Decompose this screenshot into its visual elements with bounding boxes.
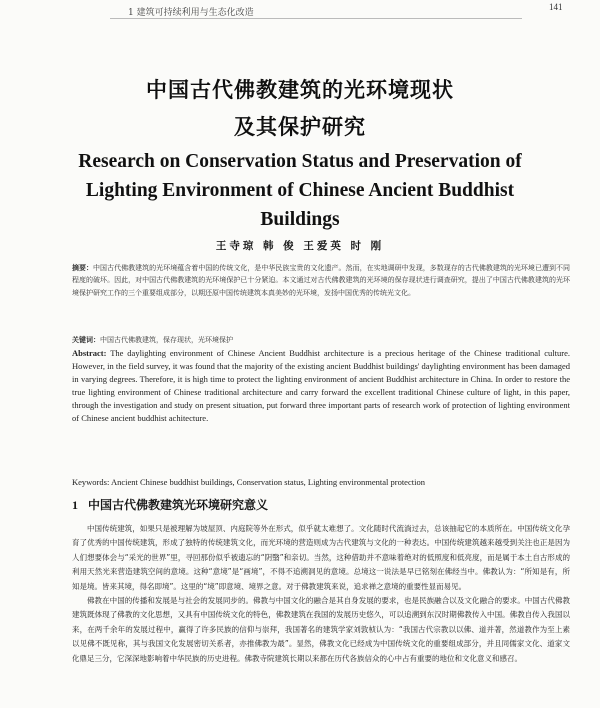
section-body — [72, 522, 570, 666]
section-title: 中国古代佛教建筑光环境研究意义 — [88, 498, 269, 512]
keywords-chinese — [72, 335, 570, 345]
abstract-chinese-text: 中国古代佛教建筑的光环境蕴含着中国的传统文化，是中华民族宝贵的文化遗产。然而，在实地调研中发现，多数现存的古代佛教建筑的光环境已遭到不同程度的破坏。因此，对中国古代佛教建筑的光环境保护已十分紧迫。本文通过对古代佛教建筑的光环境的保存现状进行调查研究，提出了中国古代佛教建筑的光环境保护研究工作的三个重要组成部分，以期还原中国传统建筑本真美妙的光环境，发扬中国优秀的传统光文化。 — [72, 264, 571, 297]
keywords-english-label: Keywords: — [72, 477, 110, 487]
english-title-line-1: Research on Conservation Status and Preservation of — [78, 151, 522, 172]
running-header — [110, 4, 522, 19]
english-title-line-3: Buildings — [260, 209, 340, 230]
english-title-line-2: Lighting Environment of Chinese Ancient Buddhist — [85, 180, 515, 201]
abstract-english-text: The daylighting environment of Chinese Ancient Buddhist architecture is a precious heritage of the Chinese traditional culture. However, in the field survey, it was found that the majority of the existing ancient Buddhist buildings' daylighting environment has been damaged in varying degrees. Therefore, it is high time to protect the lighting environment of ancient Buddhist architecture in China. In order to restore the true lighting environment of Chinese traditional architecture and carry forward the excellent traditional Chinese culture of light, in this paper, through the investigation and study on present situation, put forward three important parts of research work of protection of lighting environment of Chinese ancient buddhist achitecture. — [72, 348, 570, 423]
abstract-english — [72, 347, 570, 425]
abstract-chinese-label: 摘要： — [72, 264, 94, 272]
page-number: 141 — [549, 2, 563, 12]
chinese-title-line-2: 及其保护研究 — [234, 115, 366, 139]
section-heading — [72, 496, 268, 513]
body-paragraph: 中国传统建筑，如果只是被理解为坡屋顶、内庭院等外在形式，似乎就太难想了。文化随时代流淌过去，总该抽起它的本质所在。中国传统文化孕育了优秀的中国传统建筑，形成了独特的传统建筑文化，而光环境的营造则成为古代建筑与文化的一种表达。中国传统建筑越来越受到关注也正是因为人们想要体会与“采光的世界”里，寻回那份似乎被遗忘的“阴翳”和亲切。当然，这种借助并不意味着绝对的低照度和低亮度，而是属于本土自古形成的利用天然光来营造建筑空间的意境。这种“意境”是“画境”，不得不追溯洞见的意境。总境这一说法是早已铭刻在佛经当中。佛教认为：“所知是有，所知是境。皆来其境，得名即境”。这里的“境”即意境、境界之意。对于佛教建筑来说，追求禅之意境的重要性显而易见。 — [72, 524, 570, 591]
keywords-chinese-text: 中国古代佛教建筑，保存现状，光环境保护 — [100, 336, 233, 344]
abstract-chinese — [72, 262, 570, 299]
abstract-english-label: Abstract: — [72, 348, 107, 358]
running-header-text: 1 建筑可持续利用与生态化改造 — [128, 7, 254, 18]
section-number: 1 — [72, 498, 78, 512]
author-list: 王寺琼 韩 俊 王爱英 时 刚 — [215, 240, 385, 252]
keywords-chinese-label: 关键词： — [72, 336, 100, 344]
body-paragraph: 佛教在中国的传播和发展是与社会的发展同步的。佛教与中国文化的融合是其自身发展的要求，也是民族融合以及文化融合的要求。中国古代佛教建筑既体现了佛教的文化思想，又具有中国传统文化的特色，佛教建筑在我国的发展历史悠久，可以追溯到东汉时期佛教传入中国。佛教自传入我国以来，在两千余年的发展过程中，赢得了许多民族的信仰与崇拜，我国著名的建筑学家刘敦桢认为：“我国古代宗教以以佛、道并著，然道教作为至上素以见佛不既见称，其与我国文化发展密切关系者，亦推佛教为最”。显然，佛教文化已经成为中国传统文化的重要组成部分，并且同儒家文化、道家文化鼎足三分，它深深地影响着中华民族的历史进程。佛教寺院建筑长期以来都在历代各族信众的心中占有重要的地位和文化意义和感召。 — [72, 596, 570, 663]
keywords-english — [72, 477, 570, 487]
keywords-english-text: Ancient Chinese buddhist buildings, Conservation status, Lighting environmental protection — [110, 477, 425, 487]
chinese-title-line-1: 中国古代佛教建筑的光环境现状 — [146, 78, 454, 102]
